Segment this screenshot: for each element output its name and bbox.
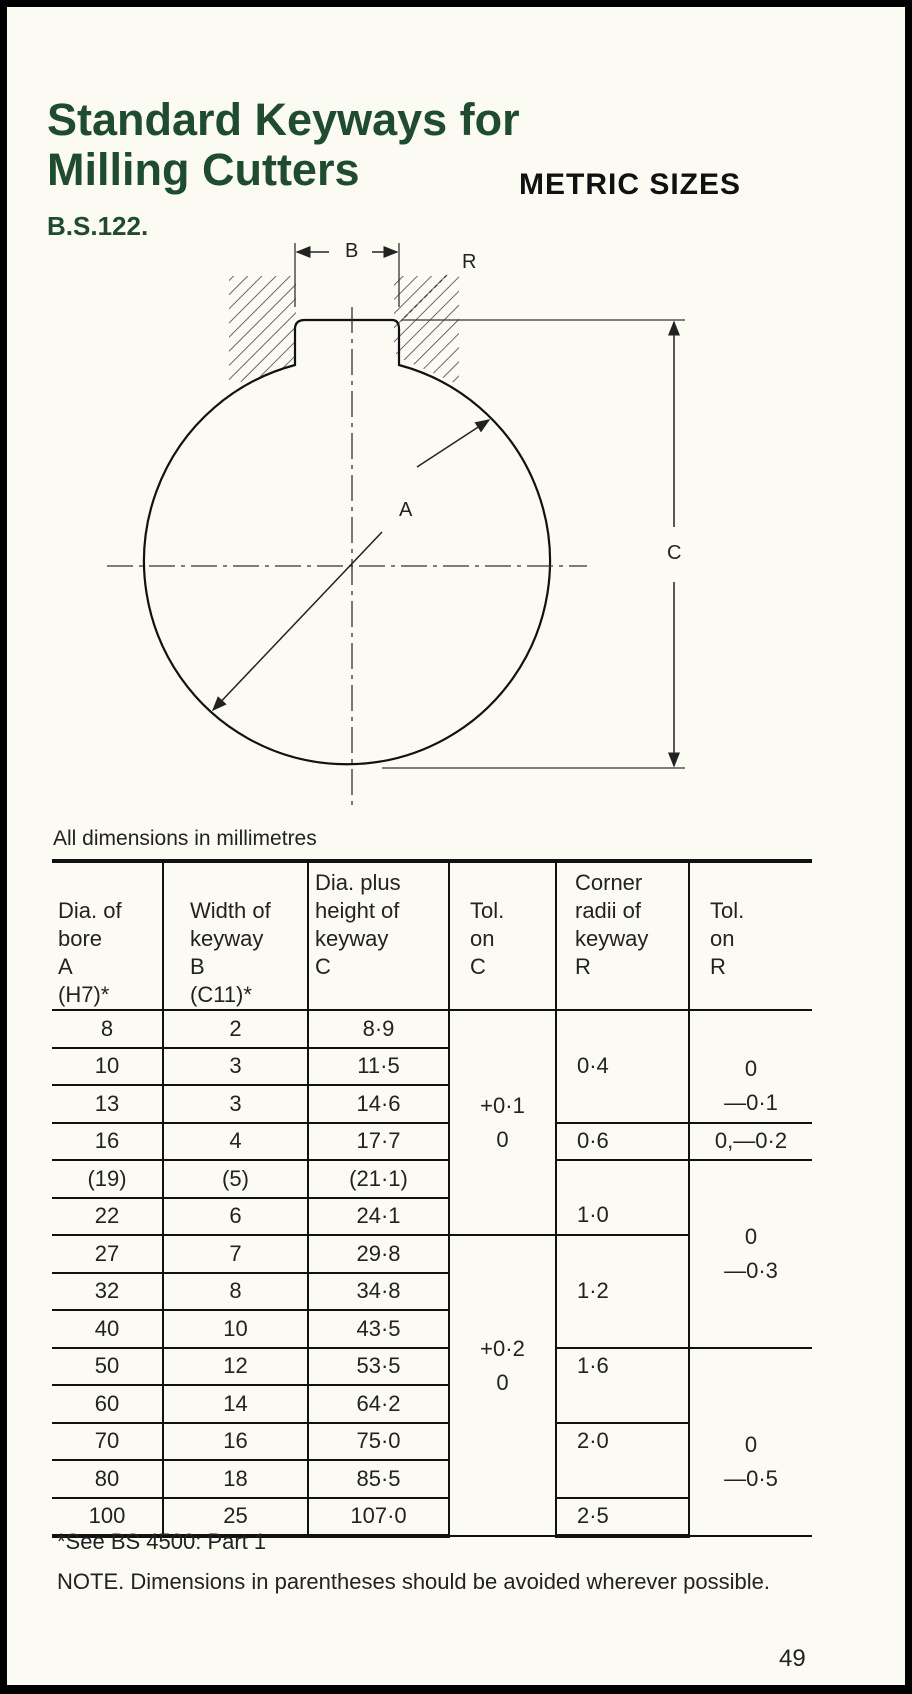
cell-c: 75·0	[308, 1423, 449, 1461]
header-bore: Dia. of bore A (H7)*	[52, 861, 163, 1010]
cell-b: 12	[163, 1348, 308, 1386]
cell-c: 34·8	[308, 1273, 449, 1311]
cell-a: 8	[52, 1010, 163, 1048]
cell-c: 107·0	[308, 1498, 449, 1537]
cell-a: 40	[52, 1310, 163, 1348]
tol-c-group-1: +0·1 0	[449, 1010, 556, 1235]
cell-a: 22	[52, 1198, 163, 1236]
cell-b: 14	[163, 1385, 308, 1423]
table-row	[52, 1010, 812, 1048]
tol-c-group-2: +0·2 0	[449, 1235, 556, 1536]
header-width: Width of keyway B (C11)*	[163, 861, 308, 1010]
cell-c: 43·5	[308, 1310, 449, 1348]
label-b: B	[345, 240, 359, 262]
cell-b: 7	[163, 1235, 308, 1273]
footnote: *See BS 4500: Part 1	[57, 1529, 267, 1554]
cell-a: 50	[52, 1348, 163, 1386]
cell-a: 13	[52, 1085, 163, 1123]
cell-b: 3	[163, 1048, 308, 1086]
radius-cell: 1·6	[556, 1348, 689, 1423]
tol-r-group-2: 0 —0·3	[689, 1160, 812, 1348]
note: NOTE. Dimensions in parentheses should be avoided wherever possible.	[57, 1569, 770, 1594]
bore-outline	[144, 320, 550, 764]
cell-c: 11·5	[308, 1048, 449, 1086]
radius-cell: 1·2	[556, 1235, 689, 1348]
table-row	[52, 1348, 812, 1386]
cell-a: 27	[52, 1235, 163, 1273]
cell-c: 85·5	[308, 1460, 449, 1498]
cell-b: 10	[163, 1310, 308, 1348]
header-tol-c: Tol. on C	[449, 861, 556, 1010]
cell-c: 53·5	[308, 1348, 449, 1386]
cell-b: 16	[163, 1423, 308, 1461]
cell-a: 10	[52, 1048, 163, 1086]
header-tol-r: Tol. on R	[689, 861, 812, 1010]
cell-c: 14·6	[308, 1085, 449, 1123]
tol-r-group-3: 0 —0·5	[689, 1348, 812, 1537]
label-a: A	[399, 499, 413, 521]
subtitle: METRIC SIZES	[519, 168, 742, 201]
cell-b: 8	[163, 1273, 308, 1311]
cell-b: 4	[163, 1123, 308, 1161]
page-number: 49	[779, 1645, 806, 1672]
header-corner-radii: Corner radii of keyway R	[556, 861, 689, 1010]
radius-cell: 2·5	[556, 1498, 689, 1537]
label-r: R	[462, 251, 477, 273]
cell-b: 25	[163, 1498, 308, 1537]
cell-a: 100	[52, 1498, 163, 1537]
table-header-row	[52, 861, 812, 1010]
hatch-right	[394, 276, 459, 385]
cell-c: 17·7	[308, 1123, 449, 1161]
radius-cell: 2·0	[556, 1423, 689, 1498]
cell-b: 2	[163, 1010, 308, 1048]
cell-c: 64·2	[308, 1385, 449, 1423]
cell-a: 70	[52, 1423, 163, 1461]
cell-c: 24·1	[308, 1198, 449, 1236]
keyway-table	[52, 859, 812, 1538]
cell-a: 80	[52, 1460, 163, 1498]
header-dia-plus-height: Dia. plus height of keyway C	[308, 861, 449, 1010]
cell-b: (5)	[163, 1160, 308, 1198]
label-c: C	[667, 542, 682, 564]
cell-c: (21·1)	[308, 1160, 449, 1198]
tol-r-cell: 0,—0·2	[689, 1123, 812, 1161]
cell-b: 6	[163, 1198, 308, 1236]
page	[7, 7, 905, 1685]
cell-b: 18	[163, 1460, 308, 1498]
cell-c: 29·8	[308, 1235, 449, 1273]
tol-r-group-1: 0 —0·1	[689, 1010, 812, 1123]
cell-a: 60	[52, 1385, 163, 1423]
title-line-1: Standard Keyways for	[47, 94, 520, 145]
cell-a: 32	[52, 1273, 163, 1311]
title-line-2: Milling Cutters	[47, 144, 360, 195]
radius-cell: 0·6	[556, 1123, 689, 1161]
units-note: All dimensions in millimetres	[53, 827, 317, 850]
standard-reference: B.S.122.	[47, 211, 149, 241]
radius-cell: 0·4	[556, 1010, 689, 1123]
a-leader-upper	[417, 420, 489, 467]
cell-a: 16	[52, 1123, 163, 1161]
cell-c: 8·9	[308, 1010, 449, 1048]
a-leader-lower	[213, 532, 382, 710]
cell-b: 3	[163, 1085, 308, 1123]
radius-cell: 1·0	[556, 1160, 689, 1235]
table-row	[52, 1123, 812, 1161]
table-row	[52, 1160, 812, 1198]
cell-a: (19)	[52, 1160, 163, 1198]
keyway-diagram	[7, 7, 905, 807]
